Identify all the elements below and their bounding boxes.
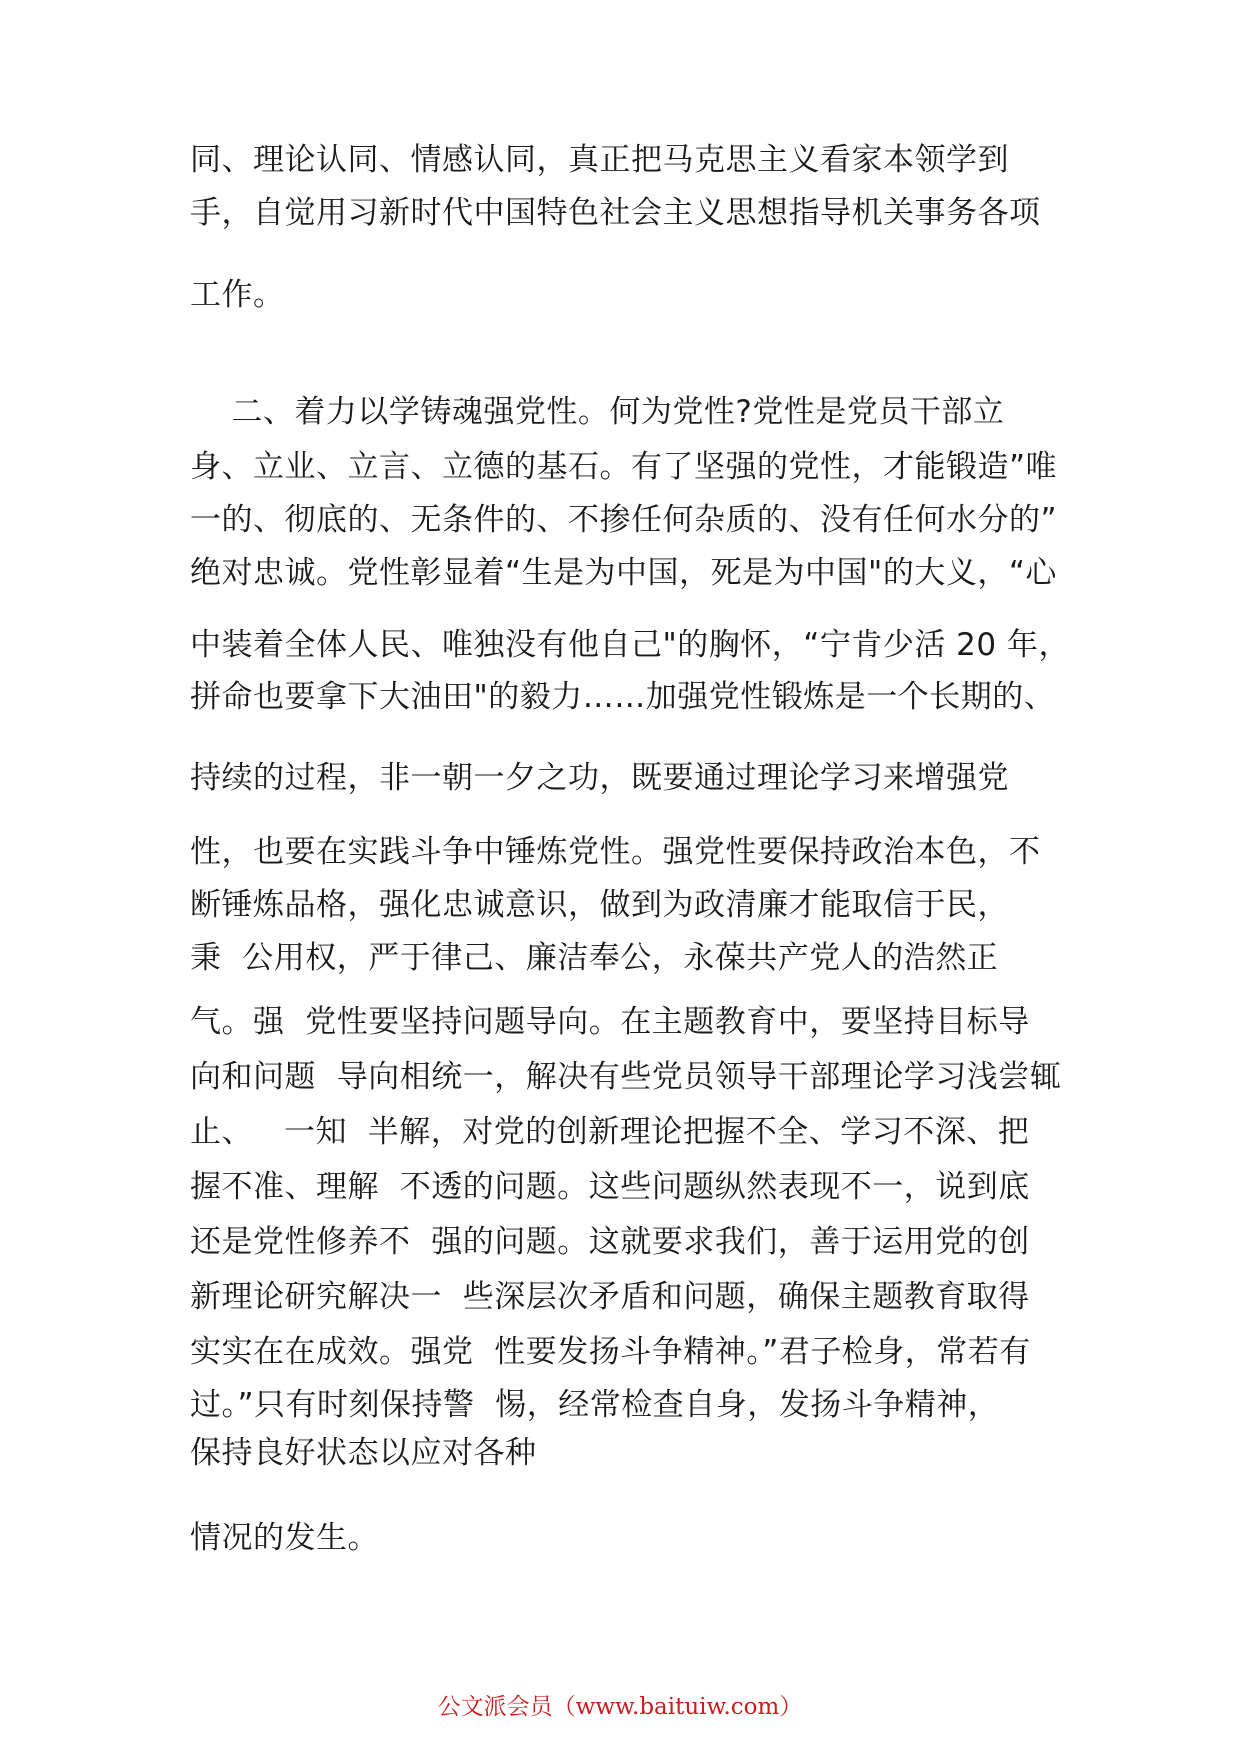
- text-line: 断锤炼品格，强化忠诚意识，做到为政清廉才能取信于民，: [190, 887, 1009, 923]
- text-line: 实实在在成效。强党 性要发扬斗争精神。”君子检身，常若有: [190, 1334, 1031, 1370]
- text-line: 中装着全体人民、唯独没有他自己"的胸怀，“宁肯少活 20 年，: [190, 627, 1070, 663]
- text-line: 过。”只有时刻保持警 惕，经常检查自身，发扬斗争精神，: [190, 1387, 1000, 1423]
- text-line: 向和问题 导向相统一，解决有些党员领导干部理论学习浅尝辄: [190, 1059, 1062, 1095]
- text-line: 保持良好状态以应对各种: [190, 1435, 537, 1471]
- text-line: 还是党性修养不 强的问题。这就要求我们，善于运用党的创: [190, 1224, 1030, 1260]
- text-line: 性，也要在实践斗争中锤炼党性。强党性要保持政治本色，不: [190, 834, 1041, 870]
- text-line: 手，自觉用习新时代中国特色社会主义思想指导机关事务各项: [190, 195, 1041, 231]
- text-line: 绝对忠诚。党性彰显着“生是为中国，死是为中国"的大义，“心: [190, 555, 1057, 591]
- text-line: 二、着力以学铸魂强党性。何为党性?党性是党员干部立: [190, 394, 1005, 430]
- text-line: 情况的发生。: [190, 1520, 379, 1556]
- text-line: 身、立业、立言、立德的基石。有了坚强的党性，才能锻造”唯: [190, 449, 1058, 485]
- text-line: 新理论研究解决一 些深层次矛盾和问题，确保主题教育取得: [190, 1279, 1030, 1315]
- text-line: 持续的过程，非一朝一夕之功，既要通过理论学习来增强党: [190, 760, 1009, 796]
- text-line: 止、 一知 半解，对党的创新理论把握不全、学习不深、把: [190, 1114, 1030, 1150]
- footer-watermark: 公文派会员（www.baituiw.com）: [437, 1694, 803, 1720]
- text-line: 一的、彻底的、无条件的、不掺任何杂质的、没有任何水分的”: [190, 502, 1058, 538]
- text-line: 同、理论认同、情感认同，真正把马克思主义看家本领学到: [190, 142, 1009, 178]
- text-line: 秉 公用权，严于律己、廉洁奉公，永葆共产党人的浩然正: [190, 940, 999, 976]
- text-line: 气。强 党性要坚持问题导向。在主题教育中，要坚持目标导: [190, 1004, 1030, 1040]
- text-line: 工作。: [190, 277, 285, 313]
- text-line: 握不准、理解 不透的问题。这些问题纵然表现不一，说到底: [190, 1169, 1030, 1205]
- text-line: 拼命也要拿下大油田"的毅力……加强党性锻炼是一个长期的、: [190, 679, 1056, 715]
